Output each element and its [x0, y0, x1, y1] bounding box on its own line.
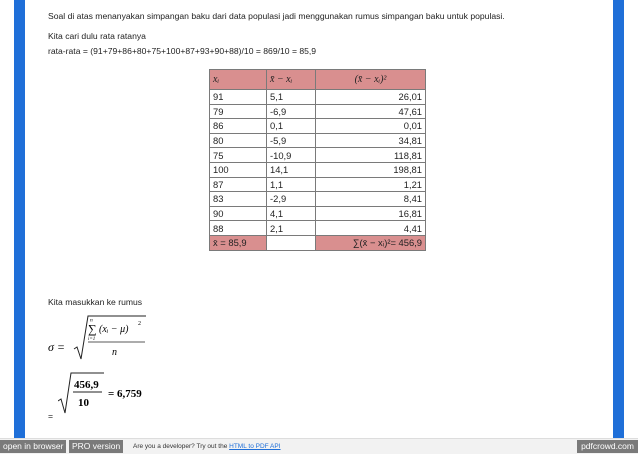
pro-version-button[interactable]: PRO version	[69, 440, 123, 453]
std-dev-formula	[48, 312, 148, 364]
left-accent-bar	[14, 0, 25, 438]
cell-deviation: 14,1	[267, 162, 316, 177]
formula-sum-top: n	[90, 317, 93, 324]
cell-deviation: 1,1	[267, 177, 316, 192]
cell-squared: 47,61	[316, 104, 426, 119]
table-row	[210, 148, 426, 163]
evaluation-numerator: 456,9	[74, 379, 99, 391]
header-deviation: x̄ − xᵢ	[267, 70, 316, 90]
evaluation-result: = 6,759	[108, 388, 142, 400]
header-squared-deviation: (x̄ − xᵢ)²	[316, 70, 426, 90]
cell-squared: 198,81	[316, 162, 426, 177]
paragraph-question: Soal di atas menanyakan simpangan baku dari data populasi jadi menggunakan rumus simpangan baku untuk populasi.	[48, 11, 505, 21]
pdfcrowd-footer	[0, 438, 638, 454]
cell-deviation: 4,1	[267, 206, 316, 221]
cell-deviation: -5,9	[267, 133, 316, 148]
std-dev-evaluation	[58, 371, 168, 419]
formula-sigma: σ =	[48, 340, 66, 354]
paragraph-mean-intro: Kita cari dulu rata ratanya	[48, 31, 146, 41]
cell-xi: 100	[210, 162, 267, 177]
table-row	[210, 192, 426, 207]
developer-promo-text: Are you a developer? Try out the	[133, 443, 228, 450]
cell-squared: 8,41	[316, 192, 426, 207]
cell-xi: 90	[210, 206, 267, 221]
formula-sum-sign: ∑	[88, 322, 97, 336]
table-body	[210, 90, 426, 236]
formula-term: (xᵢ − μ)	[99, 324, 129, 335]
open-in-browser-button[interactable]: open in browser	[0, 440, 66, 453]
formula-power: 2	[138, 321, 141, 327]
cell-xi: 91	[210, 90, 267, 105]
formula-root-sign	[74, 316, 146, 359]
paragraph-mean-calc: rata-rata = (91+79+86+80+75+100+87+93+90+88)/10 = 869/10 = 85,9	[48, 46, 317, 56]
trailing-equals: =	[48, 411, 54, 421]
pdfcrowd-brand-link[interactable]: pdfcrowd.com	[577, 440, 638, 453]
cell-squared: 16,81	[316, 206, 426, 221]
mean-cell: x̄ = 85,9	[210, 235, 267, 250]
table-row	[210, 119, 426, 134]
table-row	[210, 104, 426, 119]
table-row	[210, 221, 426, 236]
cell-deviation: 0,1	[267, 119, 316, 134]
table-row	[210, 177, 426, 192]
cell-squared: 26,01	[316, 90, 426, 105]
deviation-table	[209, 69, 426, 251]
header-xi: xᵢ	[210, 70, 267, 90]
formula-sum-bottom: i=1	[88, 337, 96, 342]
cell-xi: 83	[210, 192, 267, 207]
paragraph-formula-intro: Kita masukkan ke rumus	[48, 297, 143, 307]
empty-cell	[267, 235, 316, 250]
cell-squared: 1,21	[316, 177, 426, 192]
cell-xi: 75	[210, 148, 267, 163]
cell-xi: 79	[210, 104, 267, 119]
table-row	[210, 90, 426, 105]
cell-deviation: 5,1	[267, 90, 316, 105]
developer-promo	[133, 441, 281, 452]
sum-cell: ∑(x̄ − xᵢ)²= 456,9	[316, 235, 426, 250]
cell-deviation: -2,9	[267, 192, 316, 207]
cell-squared: 0,01	[316, 119, 426, 134]
cell-deviation: -10,9	[267, 148, 316, 163]
cell-squared: 34,81	[316, 133, 426, 148]
evaluation-denominator: 10	[78, 397, 89, 409]
cell-squared: 4,41	[316, 221, 426, 236]
cell-xi: 80	[210, 133, 267, 148]
cell-deviation: -6,9	[267, 104, 316, 119]
table-summary-row	[210, 235, 426, 250]
table-row	[210, 206, 426, 221]
cell-squared: 118,81	[316, 148, 426, 163]
cell-xi: 87	[210, 177, 267, 192]
cell-xi: 88	[210, 221, 267, 236]
table-row	[210, 162, 426, 177]
html-to-pdf-api-link[interactable]: HTML to PDF API	[229, 443, 281, 450]
cell-xi: 86	[210, 119, 267, 134]
table-row	[210, 133, 426, 148]
formula-denominator: n	[112, 347, 117, 358]
cell-deviation: 2,1	[267, 221, 316, 236]
table-header-row	[210, 70, 426, 90]
right-accent-bar	[613, 0, 624, 438]
